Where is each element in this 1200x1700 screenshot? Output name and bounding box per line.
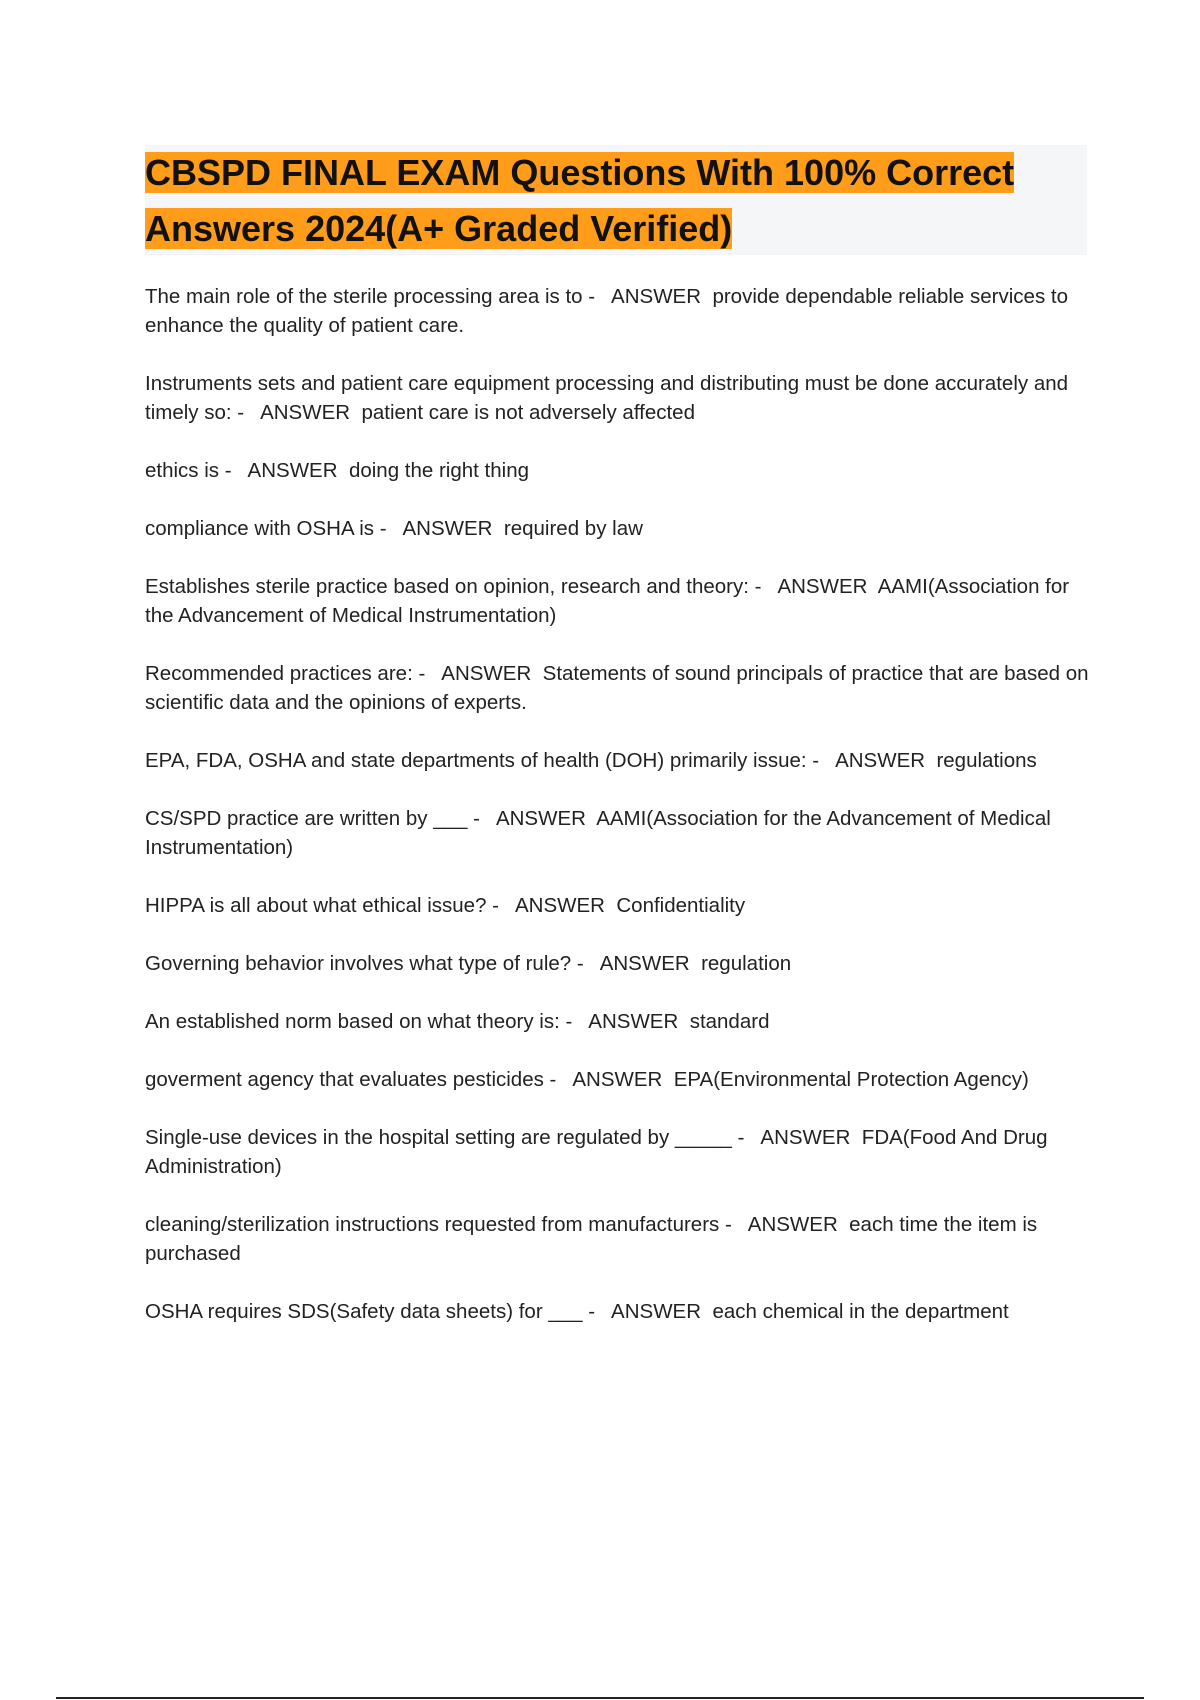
answer-text: Confidentiality <box>616 894 746 917</box>
qa-item <box>145 1297 1095 1326</box>
qa-item <box>145 514 1095 543</box>
answer-marker: ANSWER <box>760 1126 851 1149</box>
question-text: Recommended practices are: - <box>145 662 426 685</box>
answer-marker: ANSWER <box>402 517 493 540</box>
qa-item <box>145 1007 1095 1036</box>
qa-item <box>145 1210 1095 1268</box>
question-text: EPA, FDA, OSHA and state departments of health (DOH) primarily issue: - <box>145 749 820 772</box>
question-text: Governing behavior involves what type of rule? - <box>145 952 584 975</box>
answer-text: required by law <box>503 517 643 540</box>
answer-marker: ANSWER <box>835 749 926 772</box>
answer-marker: ANSWER <box>572 1068 663 1091</box>
question-text: OSHA requires SDS(Safety data sheets) for ___ - <box>145 1300 596 1323</box>
answer-marker: ANSWER <box>247 459 338 482</box>
qa-item <box>145 369 1095 427</box>
qa-item <box>145 659 1095 717</box>
footer-divider <box>56 1697 1144 1699</box>
qa-item <box>145 572 1095 630</box>
answer-text: EPA(Environmental Protection Agency) <box>673 1068 1029 1091</box>
question-text: compliance with OSHA is - <box>145 517 387 540</box>
question-text: CS/SPD practice are written by ___ - <box>145 807 480 830</box>
answer-marker: ANSWER <box>495 807 586 830</box>
qa-item <box>145 1065 1095 1094</box>
question-text: Instruments sets and patient care equipment processing and distributing must be done accurately and timely so: - <box>145 372 1074 424</box>
qa-item <box>145 746 1095 775</box>
answer-text: AAMI(Association for the Advancement of Medical Instrumentation) <box>145 807 1057 859</box>
qa-item <box>145 804 1095 862</box>
question-text: ethics is - <box>145 459 232 482</box>
question-text: Single-use devices in the hospital setting are regulated by _____ - <box>145 1126 745 1149</box>
answer-marker: ANSWER <box>441 662 532 685</box>
answer-marker: ANSWER <box>611 285 702 308</box>
question-text: The main role of the sterile processing area is to - <box>145 285 596 308</box>
question-text: An established norm based on what theory is: - <box>145 1010 573 1033</box>
answer-marker: ANSWER <box>777 575 868 598</box>
answer-text: doing the right thing <box>348 459 530 482</box>
answer-marker: ANSWER <box>747 1213 838 1236</box>
answer-text: regulations <box>936 749 1037 772</box>
answer-marker: ANSWER <box>599 952 690 975</box>
qa-item <box>145 282 1095 340</box>
answer-text: patient care is not adversely affected <box>361 401 695 424</box>
question-text: goverment agency that evaluates pesticides - <box>145 1068 557 1091</box>
question-text: cleaning/sterilization instructions requested from manufacturers - <box>145 1213 732 1236</box>
answer-text: each time the item is purchased <box>145 1213 1043 1265</box>
title-highlight: CBSPD FINAL EXAM Questions With 100% Correct Answers 2024(A+ Graded Verified) <box>145 152 1015 249</box>
answer-text: standard <box>689 1010 770 1033</box>
answer-text: AAMI(Association for the Advancement of Medical Instrumentation) <box>145 575 1075 627</box>
question-text: Establishes sterile practice based on opinion, research and theory: - <box>145 575 762 598</box>
qa-item <box>145 1123 1095 1181</box>
answer-text: provide dependable reliable services to enhance the quality of patient care. <box>145 285 1074 337</box>
answer-marker: ANSWER <box>588 1010 679 1033</box>
answer-marker: ANSWER <box>260 401 351 424</box>
qa-item <box>145 949 1095 978</box>
answer-text: Statements of sound principals of practice that are based on scientific data and the opinions of experts. <box>145 662 1095 714</box>
document-title <box>145 145 1105 257</box>
question-text: HIPPA is all about what ethical issue? - <box>145 894 499 917</box>
answer-text: FDA(Food And Drug Administration) <box>145 1126 1053 1178</box>
answer-marker: ANSWER <box>611 1300 702 1323</box>
answer-text: regulation <box>701 952 792 975</box>
qa-list <box>145 282 1095 1355</box>
answer-marker: ANSWER <box>514 894 605 917</box>
qa-item <box>145 891 1095 920</box>
answer-text: each chemical in the department <box>712 1300 1009 1323</box>
qa-item <box>145 456 1095 485</box>
